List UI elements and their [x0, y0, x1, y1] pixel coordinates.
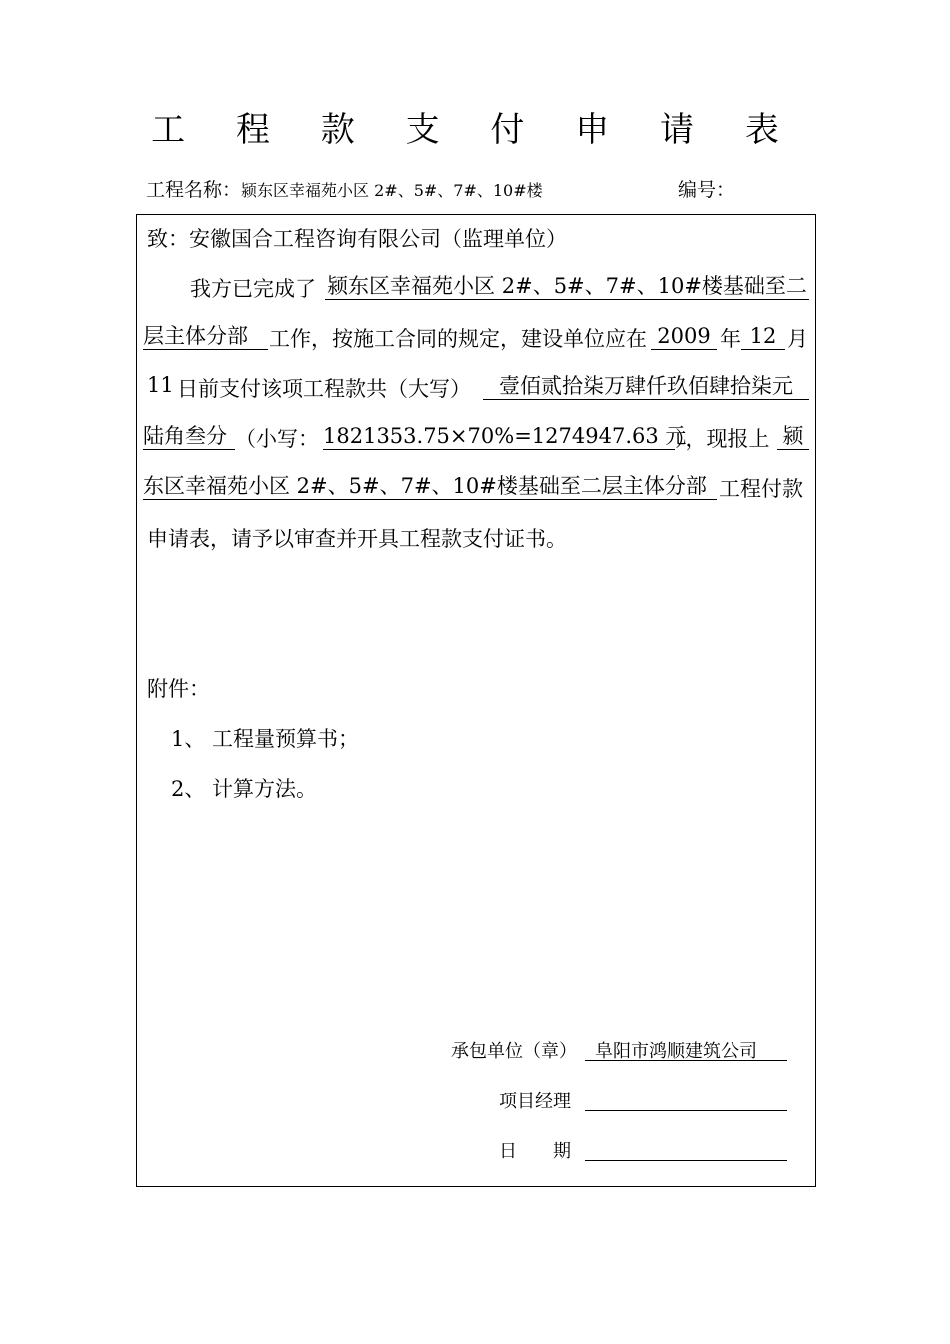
- project-name-row: [146, 175, 543, 202]
- amount-small-open: （小写：: [235, 427, 319, 451]
- amount-small-field: 1821353.75×70%=1274947.63 元: [323, 424, 687, 448]
- addressee-line: 致：安徽国合工程咨询有限公司（监理单位）: [147, 227, 567, 251]
- contract-clause-text: 工作，按施工合同的规定，建设单位应在: [269, 327, 647, 351]
- amount-uppercase-field-2: 陆角叁分: [143, 423, 235, 450]
- date-field: [585, 1137, 787, 1161]
- amount-small-close: ），现报上: [675, 427, 770, 451]
- document-title: 工 程 款 支 付 申 请 表: [151, 110, 799, 150]
- payment-due-text: 日前支付该项工程款共（大写）: [177, 377, 471, 401]
- project-name: 颍东区幸福苑小区 2#、5#、7#、10#楼: [241, 181, 543, 200]
- date-label: 日 期: [499, 1141, 571, 1162]
- work-scope-field-1: 颍东区幸福苑小区 2#、5#、7#、10#楼基础至二: [325, 273, 809, 300]
- report-scope-field-1: 颍: [777, 423, 809, 450]
- work-scope-field-2: 层主体分部: [143, 323, 268, 350]
- request-line: 申请表，请予以审查并开具工程款支付证书。: [147, 527, 567, 551]
- year-unit: 年: [720, 327, 741, 351]
- contractor-field: 阜阳市鸿顺建筑公司: [585, 1037, 787, 1061]
- completed-prefix: 我方已完成了: [190, 277, 316, 301]
- attachments-label: 附件：: [147, 677, 210, 701]
- attachment-item-2: 2、 计算方法。: [171, 777, 318, 801]
- payment-form-text: 工程付款: [719, 477, 803, 501]
- day-field: 11: [147, 373, 174, 397]
- project-manager-field: [585, 1087, 787, 1111]
- attachment-item-1: 1、 工程量预算书；: [171, 727, 360, 751]
- number-label: 编号：: [678, 179, 736, 201]
- month-unit: 月: [787, 327, 808, 351]
- contractor-label: 承包单位（章）: [451, 1041, 577, 1062]
- report-scope-field-2: 东区幸福苑小区 2#、5#、7#、10#楼基础至二层主体分部: [143, 473, 717, 500]
- project-manager-label: 项目经理: [499, 1091, 571, 1112]
- month-field: 12: [741, 323, 785, 350]
- application-form-box: [136, 214, 816, 1187]
- amount-uppercase-field-1: 壹佰贰拾柒万肆仟玖佰肆拾柒元: [483, 373, 809, 400]
- year-field: 2009: [651, 323, 717, 350]
- project-label: 工程名称：: [146, 179, 242, 201]
